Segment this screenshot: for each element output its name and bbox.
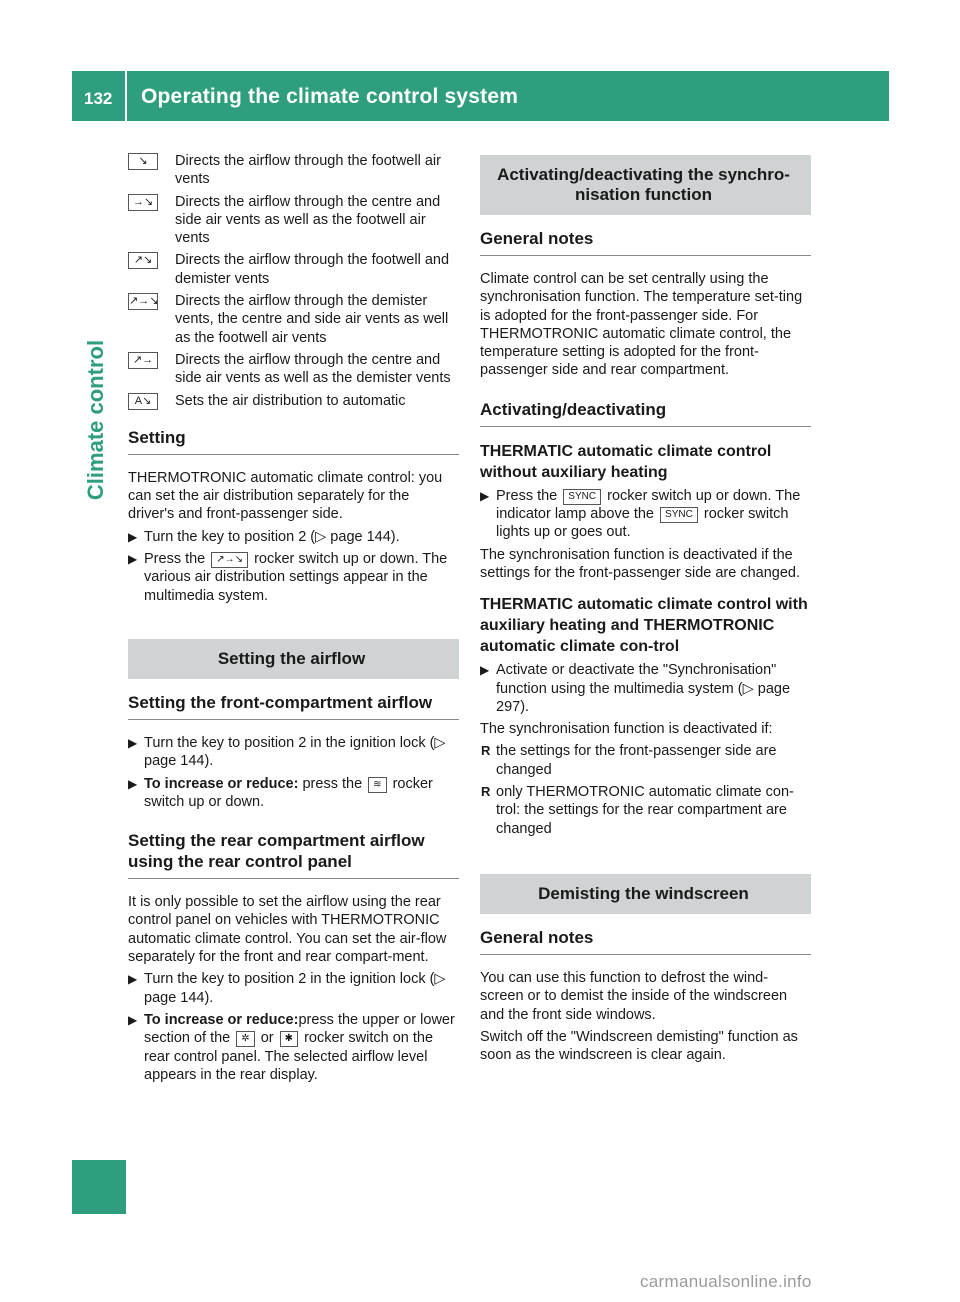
right-column [480, 155, 811, 1064]
step-arrow-icon: ▶ [128, 735, 138, 750]
footwell-icon: ↘ [128, 153, 158, 170]
setting-step-2: ▶ Press the ↗→↘ rocker switch up or down. The various air distribution settings appear in the multimedia system. [128, 551, 448, 604]
chapter-marker [72, 1160, 126, 1214]
rear-airflow-heading: Setting the rear compartment airflow using the rear control panel [128, 827, 459, 879]
airflow-mode-text: Directs the airflow through the footwell air vents [175, 153, 441, 188]
left-column [128, 152, 459, 1088]
rear-airflow-intro: It is only possible to set the airflow using the rear control panel on vehicles with THERMOTRONIC automatic climate control. You can set the air-flow separately for the front and rear compart-ment. [128, 894, 447, 966]
sync-deactivated-note: The synchronisation function is deactivated if the settings for the front-passenger side are changed. [480, 546, 800, 581]
sync-bullet-list [480, 742, 811, 837]
list-item: R the settings for the front-passenger side are changed [481, 743, 777, 778]
airflow-mode-item [128, 251, 459, 288]
step-arrow-icon: ▶ [128, 552, 138, 567]
airflow-mode-item [128, 152, 459, 189]
airflow-mode-text: Directs the airflow through the demister vents, the centre and side air vents as well as the footwell air vents [175, 293, 449, 346]
centre-demister-icon: ↗→ [128, 352, 158, 369]
demist-section-title: Demisting the windscreen [480, 874, 811, 914]
airflow-mode-text: Directs the airflow through the footwell and demister vents [175, 252, 450, 287]
airflow-mode-list [128, 152, 459, 410]
sync-deactivated-if: The synchronisation function is deactivated if: [480, 721, 773, 738]
demister-footwell-icon: ↗↘ [128, 252, 158, 269]
footer-watermark: carmanualsonline.info [640, 1272, 812, 1291]
step-arrow-icon: ▶ [128, 529, 138, 544]
thermatic-aux-heading: THERMATIC automatic climate control with auxiliary heating and THERMOTRONIC automatic climate con-trol [480, 596, 808, 656]
demist-text-1: You can use this function to defrost the wind-screen or to demist the inside of the windscreen and the front side windows. [480, 969, 788, 1023]
sync-activate-step: ▶ Activate or deactivate the "Synchronisation" function using the multimedia system (▷ page 297). [480, 662, 791, 715]
setting-intro: THERMOTRONIC automatic climate control: you can set the air distribution separately for the driver's and front-passenger side. [128, 469, 443, 523]
fan-decrease-icon: ✱ [280, 1031, 298, 1047]
demist-text-2: Switch off the "Windscreen demisting" function as soon as the windscreen is clear again. [480, 1028, 798, 1064]
sync-activating-heading: Activating/deactivating [480, 396, 811, 427]
sync-general-heading: General notes [480, 225, 811, 256]
centre-footwell-icon: →↘ [128, 194, 158, 211]
page-header [72, 71, 889, 121]
front-step-2: ▶ To increase or reduce: press the ≋ rocker switch up or down. [128, 775, 433, 810]
sync-press-step: ▶ Press the SYNC rocker switch up or down. The indicator lamp above the SYNC rocker switch lights up or goes out. [480, 487, 801, 541]
bullet-icon: R [481, 784, 491, 800]
front-step-1: ▶ Turn the key to position 2 in the ignition lock (▷ page 144). [128, 734, 446, 770]
airflow-mode-text: Directs the airflow through the centre and side air vents as well as the footwell air vents [175, 193, 441, 247]
rear-step-2: ▶ To increase or reduce:press the upper or lower section of the ✲ or ✱ rocker switch on the rear control panel. The selected airflow level appears in the rear display. [128, 1011, 455, 1083]
airflow-switch-icon: ≋ [368, 777, 386, 793]
step-arrow-icon: ▶ [128, 972, 138, 987]
list-item: R only THERMOTRONIC automatic climate con-trol: the settings for the rear compartment are changed [481, 784, 794, 837]
step-arrow-icon: ▶ [128, 776, 138, 791]
page-title: Operating the climate control system [141, 85, 519, 108]
rear-step-1: ▶ Turn the key to position 2 in the ignition lock (▷ page 144). [128, 971, 446, 1006]
demister-centre-footwell-icon: ↗→↘ [128, 293, 158, 310]
airflow-mode-item [128, 351, 459, 388]
chapter-title: Climate control [83, 339, 108, 501]
fan-increase-icon: ✲ [236, 1031, 254, 1047]
airflow-mode-text: Sets the air distribution to automatic [175, 392, 406, 409]
sync-icon: SYNC [563, 489, 601, 505]
demist-general-heading: General notes [480, 924, 811, 955]
page-number: 132 [84, 89, 113, 108]
header-divider [125, 71, 127, 121]
sync-icon: SYNC [660, 507, 698, 523]
airflow-section-title: Setting the airflow [128, 639, 459, 679]
air-distribution-icon: ↗→↘ [211, 552, 248, 568]
thermatic-heading: THERMATIC automatic climate control without auxiliary heating [480, 442, 772, 481]
airflow-mode-item [128, 193, 459, 248]
sync-general-text: Climate control can be set centrally using the synchronisation function. The temperature set-ting is adopted for the front-passenger side. For THERMOTRONIC automatic climate control, the temperature setting is adopted for the front-passenger side and rear compartment. [480, 271, 803, 379]
step-arrow-icon: ▶ [480, 663, 490, 678]
step-arrow-icon: ▶ [128, 1012, 138, 1027]
front-airflow-heading: Setting the front-compartment airflow [128, 689, 459, 720]
airflow-mode-item [128, 392, 459, 410]
setting-heading: Setting [128, 424, 459, 455]
auto-distribution-icon: A↘ [128, 393, 158, 410]
sync-section-title: Activating/deactivating the synchro-nisation function [480, 155, 811, 215]
airflow-mode-text: Directs the airflow through the centre and side air vents as well as the demister vents [175, 351, 451, 387]
setting-step-1: ▶ Turn the key to position 2 (▷ page 144). [128, 528, 400, 545]
step-arrow-icon: ▶ [480, 488, 490, 503]
bullet-icon: R [481, 743, 491, 759]
airflow-mode-item [128, 292, 459, 347]
